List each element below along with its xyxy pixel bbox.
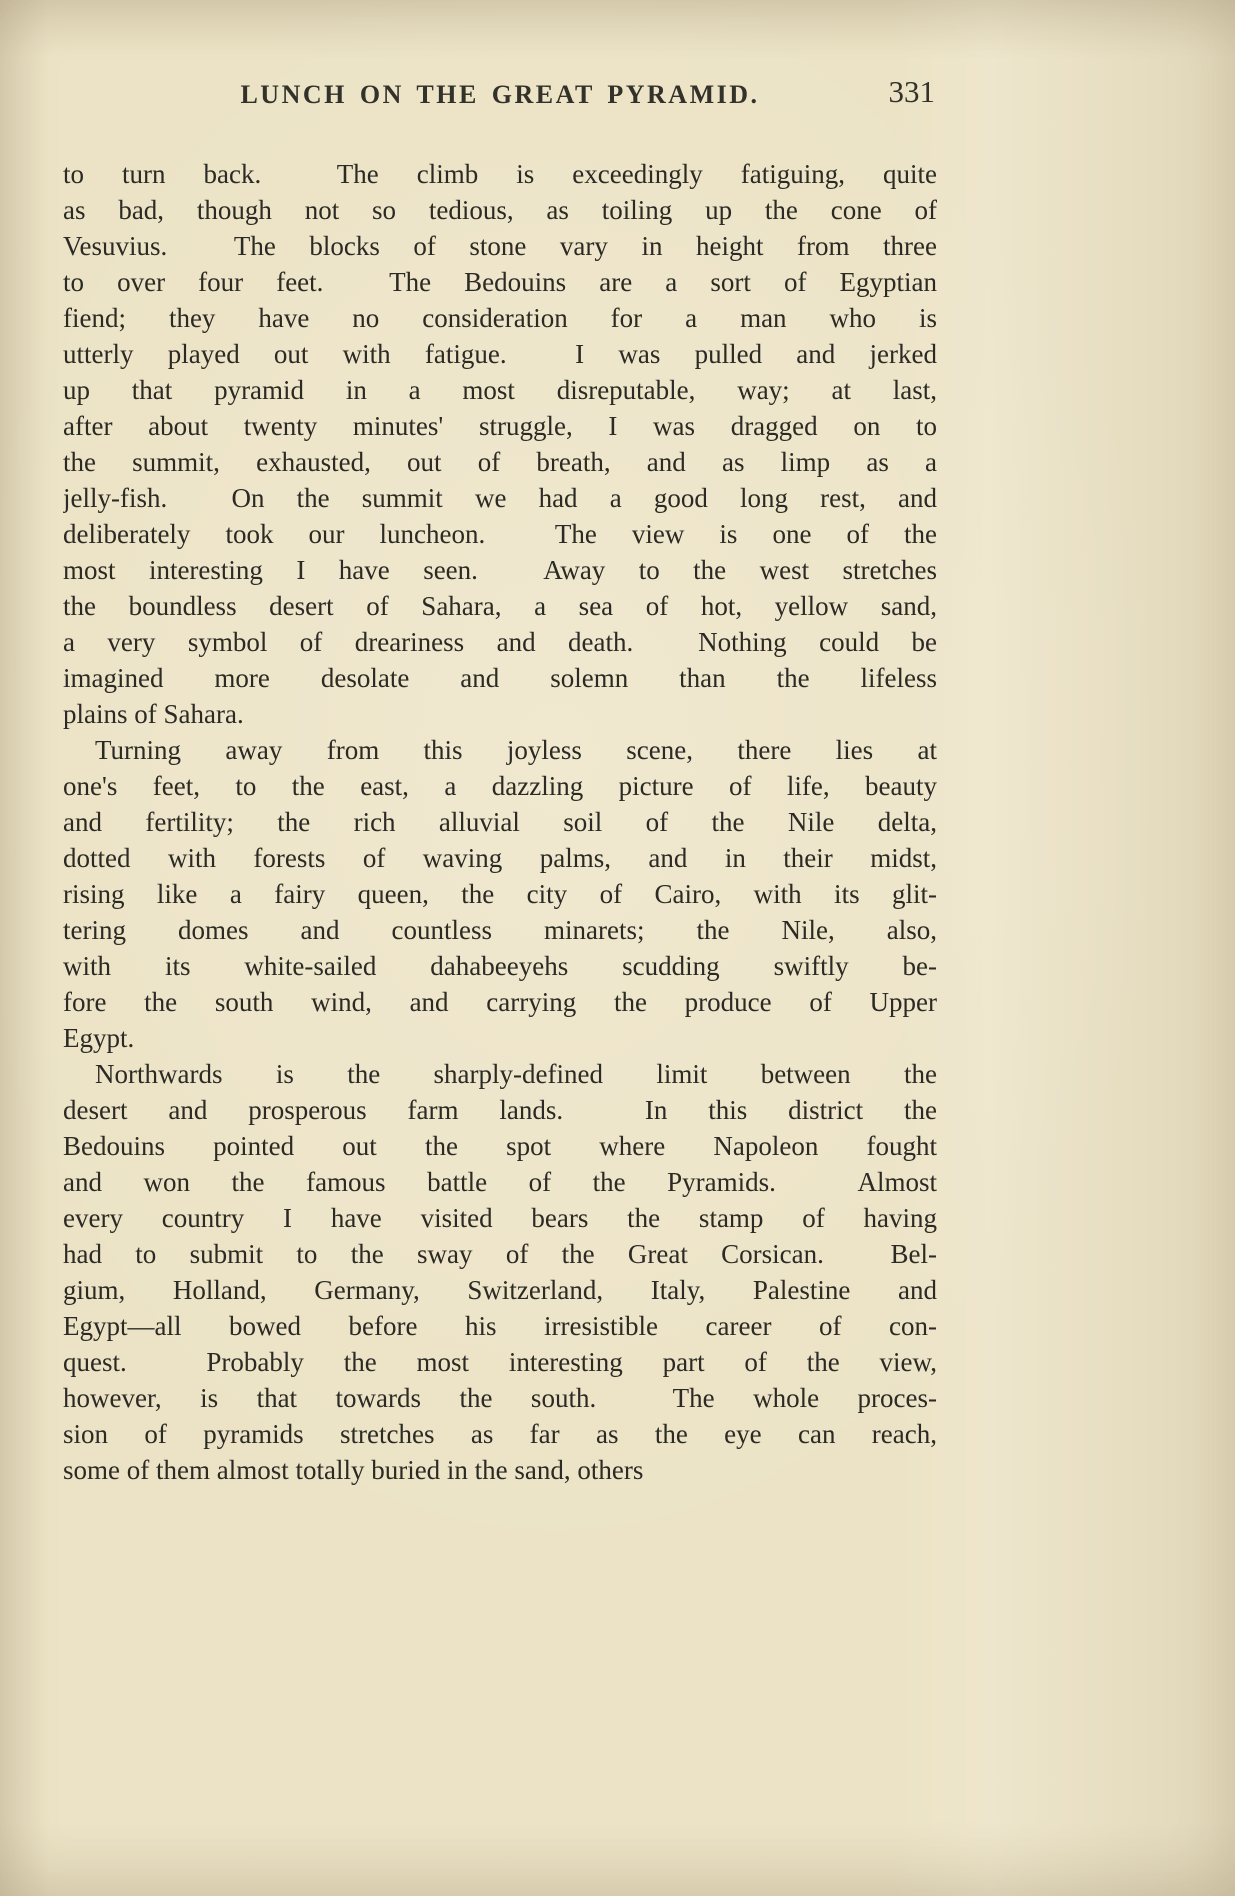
text-line: Turning away from this joyless scene, there lies at — [95, 735, 937, 765]
page-content — [63, 74, 937, 1488]
page-body — [63, 156, 937, 1488]
text-line: one's feet, to the east, a dazzling picture of life, beauty — [63, 771, 937, 801]
text-line: and won the famous battle of the Pyramids. Almost — [63, 1167, 937, 1197]
text-line: Bedouins pointed out the spot where Napoleon fought — [63, 1131, 937, 1161]
text-line: every country I have visited bears the stamp of having — [63, 1203, 937, 1233]
text-line: up that pyramid in a most disreputable, way; at last, — [63, 375, 937, 405]
text-line: fore the south wind, and carrying the produce of Upper — [63, 987, 937, 1017]
text-line: gium, Holland, Germany, Switzerland, Italy, Palestine and — [63, 1275, 937, 1305]
paragraph — [63, 156, 937, 732]
text-line: to turn back. The climb is exceedingly fatiguing, quite — [63, 159, 937, 189]
text-line: fiend; they have no consideration for a man who is — [63, 303, 937, 333]
text-line: after about twenty minutes' struggle, I was dragged on to — [63, 411, 937, 441]
text-line: and fertility; the rich alluvial soil of the Nile delta, — [63, 807, 937, 837]
text-line: tering domes and countless minarets; the Nile, also, — [63, 915, 937, 945]
text-line: dotted with forests of waving palms, and in their midst, — [63, 843, 937, 873]
text-line: most interesting I have seen. Away to the west stretches — [63, 555, 937, 585]
paragraph — [63, 1056, 937, 1488]
text-line: quest. Probably the most interesting part of the view, — [63, 1347, 937, 1377]
text-line: to over four feet. The Bedouins are a sort of Egyptian — [63, 267, 937, 297]
text-line: however, is that towards the south. The whole proces- — [63, 1383, 937, 1413]
text-line: Vesuvius. The blocks of stone vary in height from three — [63, 231, 937, 261]
text-line: with its white-sailed dahabeeyehs scudding swiftly be- — [63, 951, 937, 981]
page-number: 331 — [888, 74, 935, 109]
text-line: some of them almost totally buried in the sand, others — [63, 1455, 644, 1485]
running-title: LUNCH ON THE GREAT PYRAMID. — [240, 80, 760, 109]
text-line: the summit, exhausted, out of breath, and as limp as a — [63, 447, 937, 477]
paragraph — [63, 732, 937, 1056]
text-line: a very symbol of dreariness and death. Nothing could be — [63, 627, 937, 657]
text-line: Northwards is the sharply-defined limit between the — [95, 1059, 937, 1089]
text-line: had to submit to the sway of the Great Corsican. Bel- — [63, 1239, 937, 1269]
text-line: imagined more desolate and solemn than the lifeless — [63, 663, 937, 693]
text-line: as bad, though not so tedious, as toiling up the cone of — [63, 195, 937, 225]
page-header — [63, 74, 937, 126]
text-line: Egypt—all bowed before his irresistible career of con- — [63, 1311, 937, 1341]
text-line: jelly-fish. On the summit we had a good long rest, and — [63, 483, 937, 513]
text-line: the boundless desert of Sahara, a sea of hot, yellow sand, — [63, 591, 937, 621]
text-line: rising like a fairy queen, the city of Cairo, with its glit- — [63, 879, 937, 909]
text-line: deliberately took our luncheon. The view is one of the — [63, 519, 937, 549]
text-line: desert and prosperous farm lands. In this district the — [63, 1095, 937, 1125]
text-line: Egypt. — [63, 1023, 135, 1053]
text-line: sion of pyramids stretches as far as the eye can reach, — [63, 1419, 937, 1449]
text-line: utterly played out with fatigue. I was pulled and jerked — [63, 339, 937, 369]
text-line: plains of Sahara. — [63, 699, 244, 729]
